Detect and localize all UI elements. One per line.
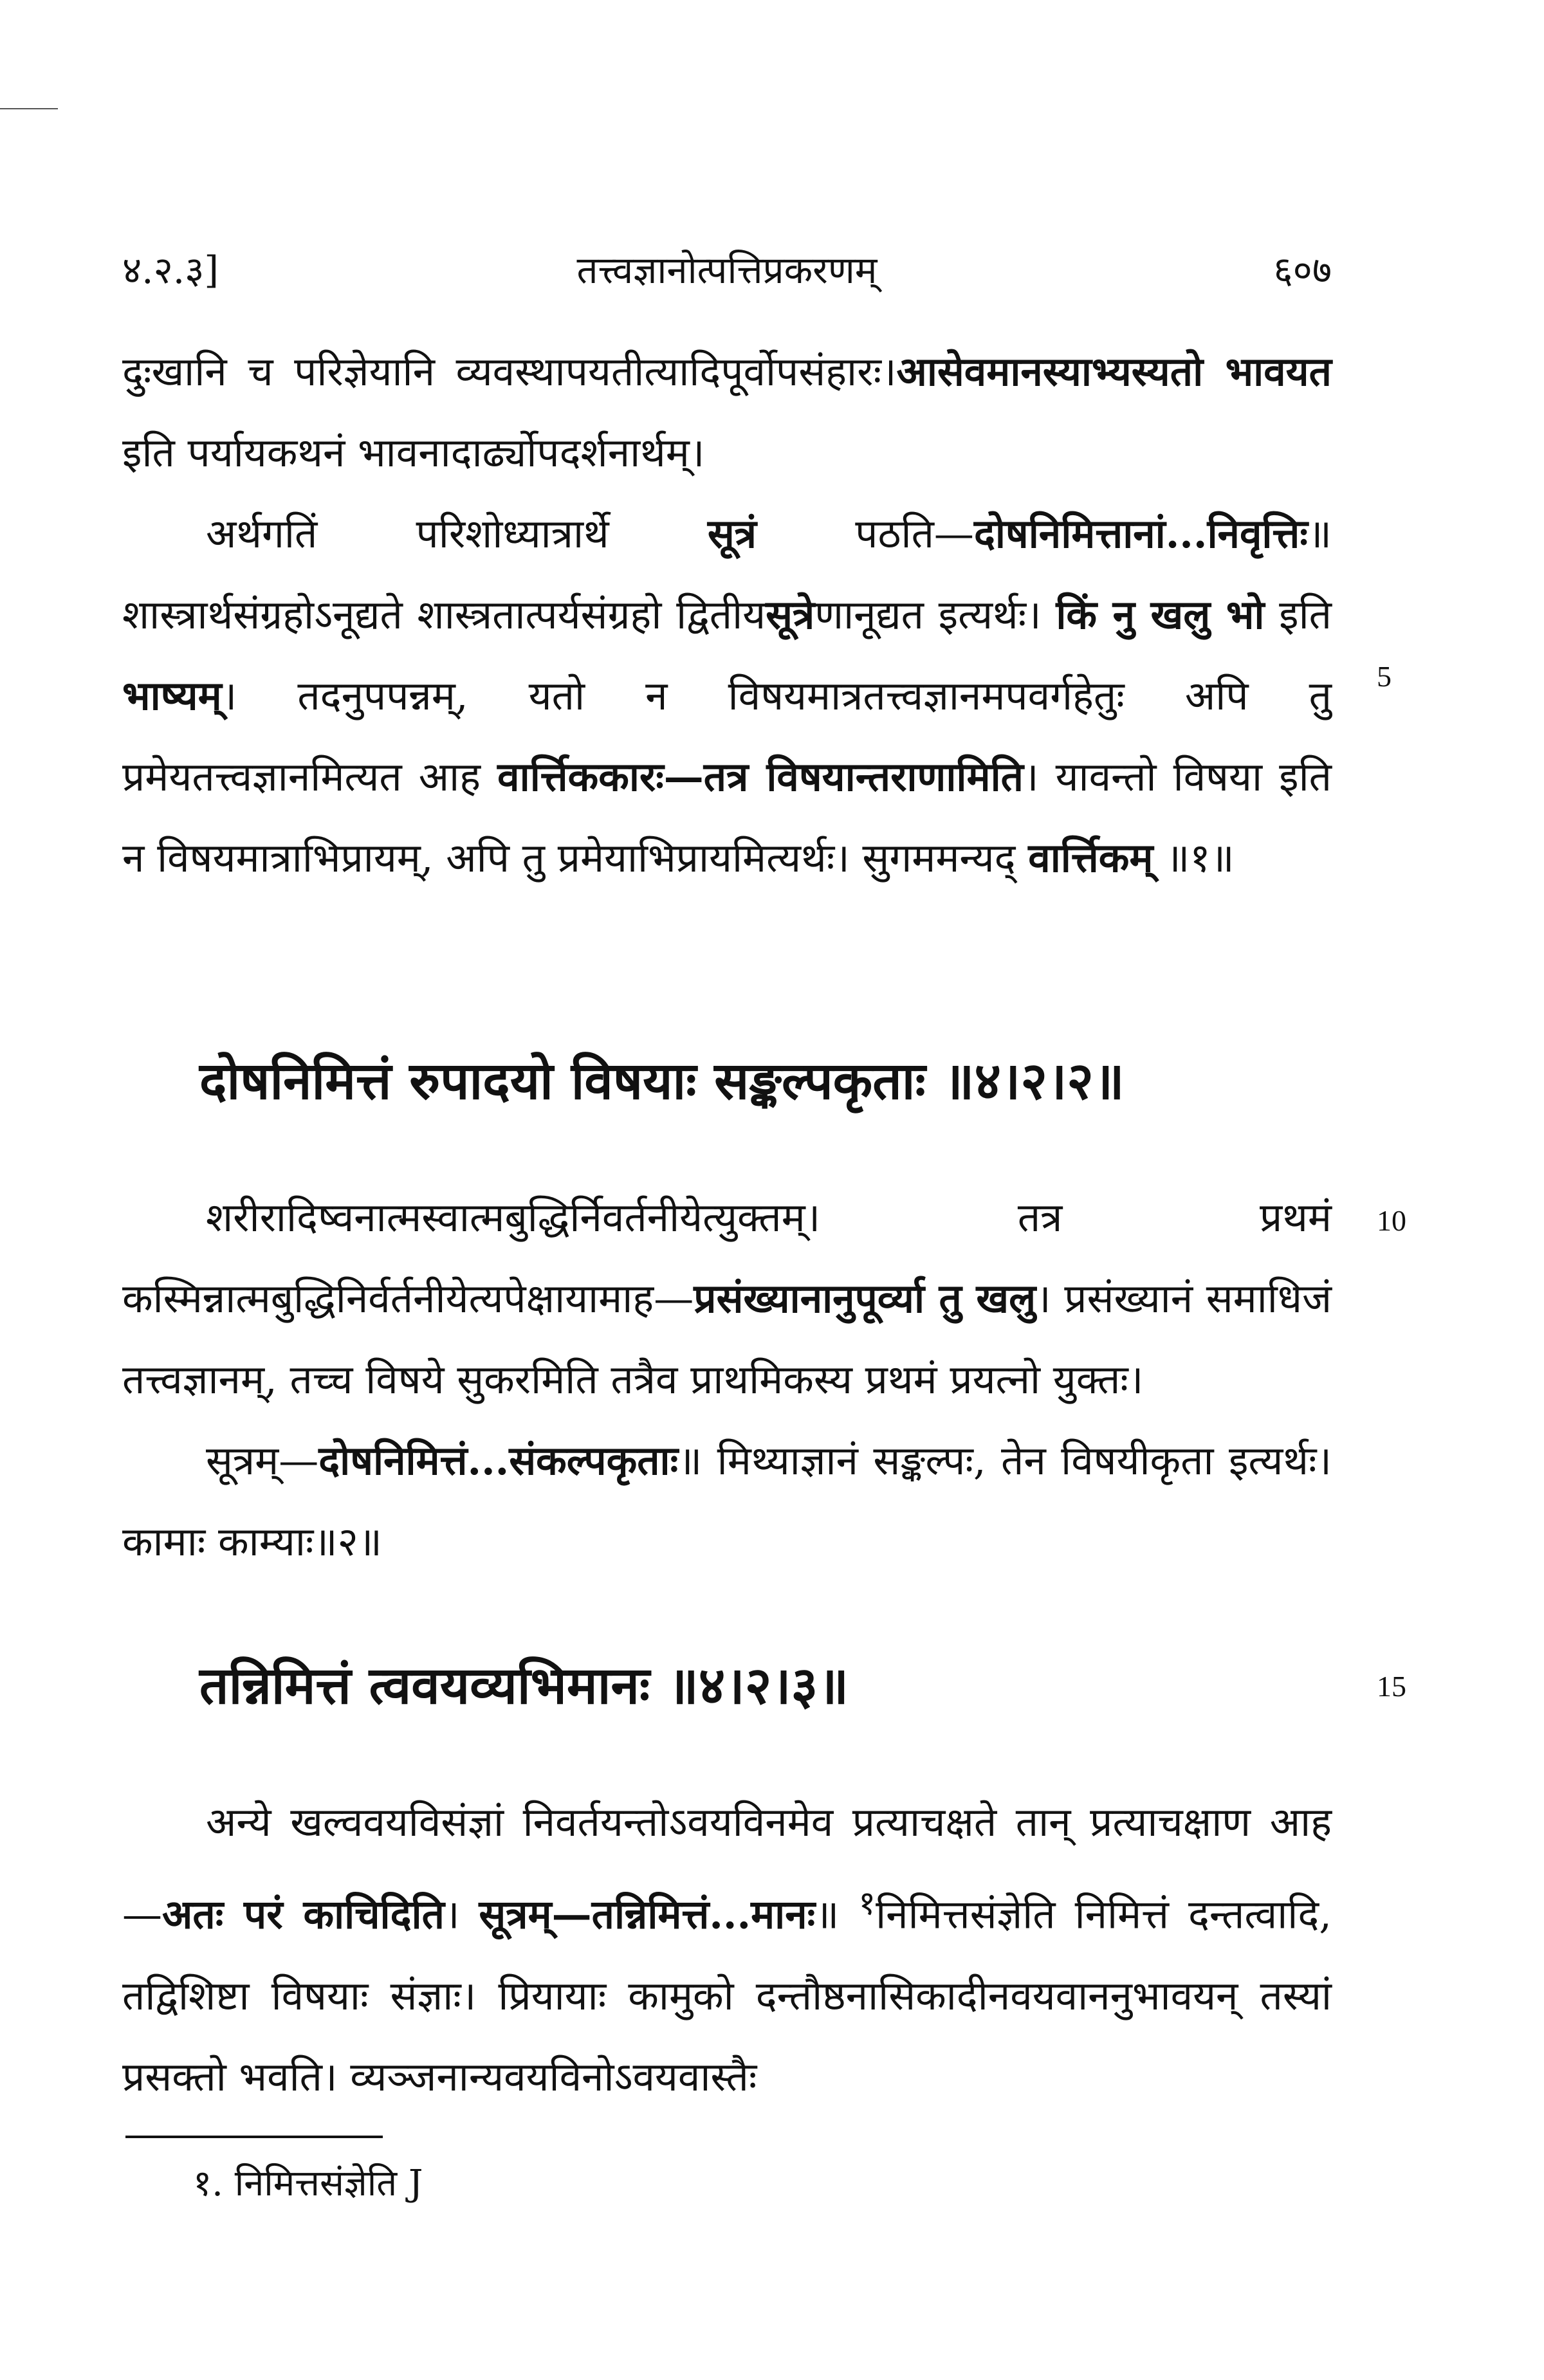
paragraph-1: दुःखानि च परिज्ञेयानि व्यवस्थापयतीत्यादिपूर्वोपसंहारः।आसेवमानस्याभ्यस्यतो भावयत इति पर्यायकथनं भावनादार्ढ्योपदर्शनार्थम्। bbox=[122, 348, 1332, 476]
sutra-heading-3: तन्निमित्तं त्ववयव्यभिमानः ॥४।२।३॥ bbox=[199, 1655, 849, 1716]
line-number-5: 5 bbox=[1377, 660, 1392, 693]
footnote: १. निमित्तसंज्ञेति J bbox=[193, 2163, 423, 2204]
commentary-block-1 bbox=[122, 331, 1332, 899]
footnote-rule bbox=[125, 2136, 383, 2138]
line-number-15: 15 bbox=[1377, 1670, 1406, 1703]
paragraph-3: शरीरादिष्वनात्मस्वात्मबुद्धिर्निवर्तनीयेत्युक्तम्। तत्र प्रथमं कस्मिन्नात्मबुद्धिनिर्वर्तनीयेत्यपेक्षायामाह—प्रसंख्यानानुपूर्व्या तु खलु। प्रसंख्यानं समाधिजं तत्त्वज्ञानम्, तच्च विषये सुकरमिति तत्रैव प्राथमिकस्य प्रथमं प्रयत्नो युक्तः। bbox=[122, 1194, 1332, 1403]
paragraph-4: सूत्रम्—दोषनिमित्तं...संकल्पकृताः॥ मिथ्याज्ञानं सङ्कल्पः, तेन विषयीकृता इत्यर्थः। कामाः काम्याः॥२॥ bbox=[122, 1437, 1332, 1565]
commentary-block-2 bbox=[122, 1177, 1332, 1582]
paragraph-5: अन्ये खल्ववयविसंज्ञां निवर्तयन्तोऽवयविनमेव प्रत्याचक्षते तान् प्रत्याचक्षाण आह—अतः परं काचिदिति। सूत्रम्—तन्निमित्तं...मानः॥ $^१$निमित्तसंज्ञेति निमित्तं दन्तत्वादि, तद्विशिष्टा विषयाः संज्ञाः। प्रियायाः कामुको दन्तौष्ठनासिकादीनवयवाननुभावयन् तस्यां प्रसक्तो भवति। व्यञ्जनान्यवयविनोऽवयवास्तैः bbox=[122, 1799, 1332, 2100]
header-page-number: ६०७ bbox=[1273, 248, 1332, 292]
header-section-number: ४.२.३] bbox=[122, 248, 219, 292]
sutra-heading-2: दोषनिमित्तं रुपादयो विषयाः सङ्कल्पकृताः ॥४।२।२॥ bbox=[199, 1050, 1125, 1111]
running-header bbox=[122, 241, 1332, 299]
scan-edge-mark bbox=[0, 108, 58, 109]
commentary-block-3 bbox=[122, 1782, 1332, 2118]
header-title: तत्त्वज्ञानोत्पत्तिप्रकरणम् bbox=[576, 248, 878, 292]
paragraph-2: अर्थगतिं परिशोध्यात्रार्थे सूत्रं पठति—दोषनिमित्तानां...निवृत्तिः॥ शास्त्रार्थसंग्रहोऽनूद्यते शास्त्रतात्पर्यसंग्रहो द्वितीयसूत्रेणानूद्यत इत्यर्थः। किं नु खलु भो इति भाष्यम्। तदनुपपन्नम्, यतो न विषयमात्रतत्त्वज्ञानमपवर्गहेतुः अपि तु प्रमेयतत्त्वज्ञानमित्यत आह वार्त्तिककारः—तत्र विषयान्तराणामिति। यावन्तो विषया इति न विषयमात्राभिप्रायम्, अपि तु प्रमेयाभिप्रायमित्यर्थः। सुगममन्यद् वार्त्तिकम् ॥१॥ bbox=[122, 510, 1332, 881]
line-number-10: 10 bbox=[1377, 1204, 1406, 1237]
